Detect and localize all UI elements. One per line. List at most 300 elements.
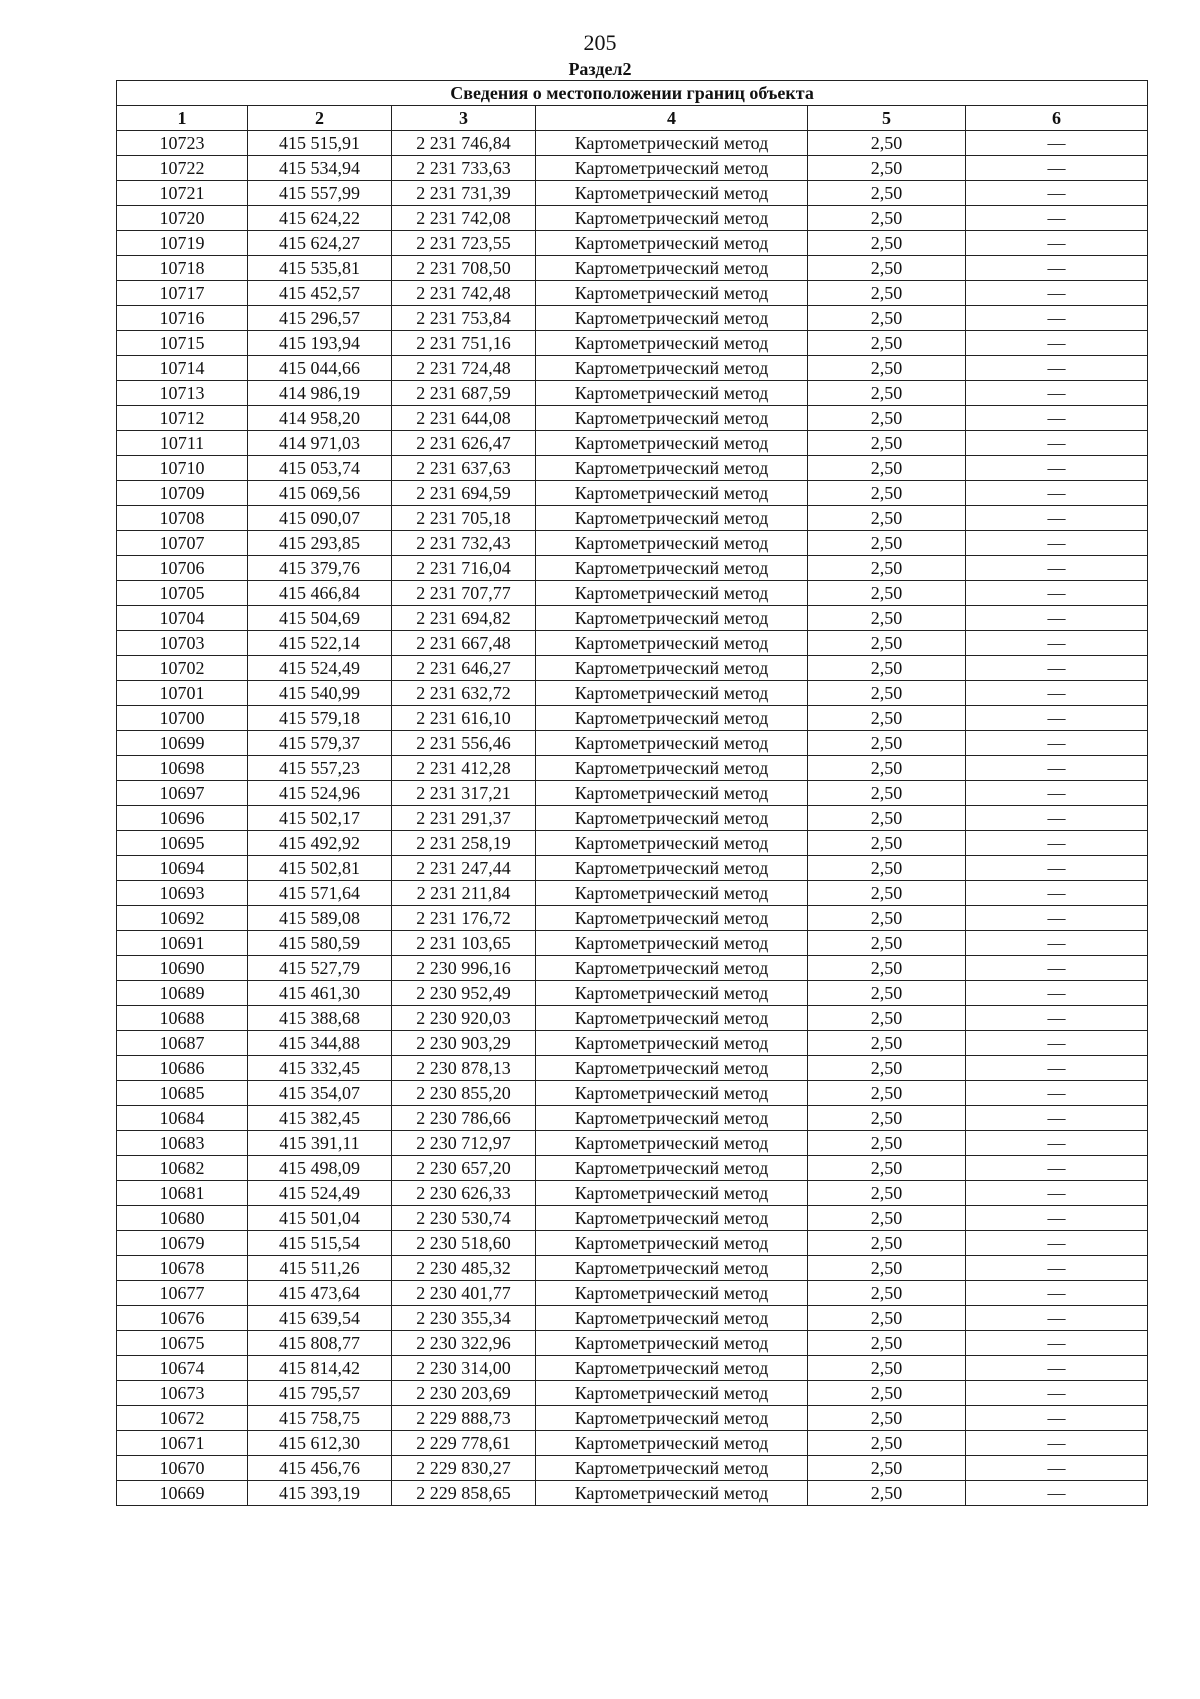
y-coordinate-cell: 2 231 291,37 [392, 806, 536, 831]
point-number-cell: 10676 [117, 1306, 248, 1331]
point-number-cell: 10701 [117, 681, 248, 706]
method-cell: Картометрический метод [536, 631, 808, 656]
note-cell: — [966, 531, 1148, 556]
accuracy-cell: 2,50 [808, 1106, 966, 1131]
method-cell: Картометрический метод [536, 681, 808, 706]
table-row [117, 1206, 1148, 1231]
y-coordinate-cell: 2 231 632,72 [392, 681, 536, 706]
point-number-cell: 10689 [117, 981, 248, 1006]
method-cell: Картометрический метод [536, 606, 808, 631]
note-cell: — [966, 1406, 1148, 1431]
point-number-cell: 10721 [117, 181, 248, 206]
y-coordinate-cell: 2 231 667,48 [392, 631, 536, 656]
method-cell: Картометрический метод [536, 206, 808, 231]
point-number-cell: 10700 [117, 706, 248, 731]
x-coordinate-cell: 415 579,18 [248, 706, 392, 731]
method-cell: Картометрический метод [536, 1156, 808, 1181]
table-row [117, 206, 1148, 231]
note-cell: — [966, 1031, 1148, 1056]
column-header-row [117, 106, 1148, 131]
method-cell: Картометрический метод [536, 581, 808, 606]
x-coordinate-cell: 415 624,27 [248, 231, 392, 256]
table-row [117, 1356, 1148, 1381]
note-cell: — [966, 156, 1148, 181]
x-coordinate-cell: 415 557,99 [248, 181, 392, 206]
table-row [117, 881, 1148, 906]
column-header: 3 [392, 106, 536, 131]
accuracy-cell: 2,50 [808, 681, 966, 706]
point-number-cell: 10696 [117, 806, 248, 831]
table-row [117, 931, 1148, 956]
method-cell: Картометрический метод [536, 481, 808, 506]
y-coordinate-cell: 2 231 644,08 [392, 406, 536, 431]
note-cell: — [966, 681, 1148, 706]
point-number-cell: 10669 [117, 1481, 248, 1506]
point-number-cell: 10671 [117, 1431, 248, 1456]
point-number-cell: 10713 [117, 381, 248, 406]
x-coordinate-cell: 415 332,45 [248, 1056, 392, 1081]
note-cell: — [966, 831, 1148, 856]
table-row [117, 306, 1148, 331]
table-row [117, 681, 1148, 706]
method-cell: Картометрический метод [536, 1331, 808, 1356]
note-cell: — [966, 1081, 1148, 1106]
accuracy-cell: 2,50 [808, 1131, 966, 1156]
y-coordinate-cell: 2 231 742,08 [392, 206, 536, 231]
table-row [117, 1281, 1148, 1306]
method-cell: Картометрический метод [536, 856, 808, 881]
method-cell: Картометрический метод [536, 281, 808, 306]
accuracy-cell: 2,50 [808, 1456, 966, 1481]
note-cell: — [966, 631, 1148, 656]
table-row [117, 581, 1148, 606]
x-coordinate-cell: 415 193,94 [248, 331, 392, 356]
method-cell: Картометрический метод [536, 456, 808, 481]
method-cell: Картометрический метод [536, 1256, 808, 1281]
point-number-cell: 10723 [117, 131, 248, 156]
method-cell: Картометрический метод [536, 556, 808, 581]
accuracy-cell: 2,50 [808, 1356, 966, 1381]
note-cell: — [966, 1156, 1148, 1181]
point-number-cell: 10695 [117, 831, 248, 856]
note-cell: — [966, 1006, 1148, 1031]
point-number-cell: 10672 [117, 1406, 248, 1431]
y-coordinate-cell: 2 230 903,29 [392, 1031, 536, 1056]
note-cell: — [966, 956, 1148, 981]
x-coordinate-cell: 415 589,08 [248, 906, 392, 931]
table-row [117, 1456, 1148, 1481]
y-coordinate-cell: 2 231 556,46 [392, 731, 536, 756]
y-coordinate-cell: 2 231 317,21 [392, 781, 536, 806]
accuracy-cell: 2,50 [808, 481, 966, 506]
point-number-cell: 10705 [117, 581, 248, 606]
y-coordinate-cell: 2 231 687,59 [392, 381, 536, 406]
method-cell: Картометрический метод [536, 1456, 808, 1481]
note-cell: — [966, 306, 1148, 331]
method-cell: Картометрический метод [536, 731, 808, 756]
note-cell: — [966, 1481, 1148, 1506]
y-coordinate-cell: 2 231 751,16 [392, 331, 536, 356]
column-header: 5 [808, 106, 966, 131]
y-coordinate-cell: 2 231 742,48 [392, 281, 536, 306]
point-number-cell: 10691 [117, 931, 248, 956]
accuracy-cell: 2,50 [808, 581, 966, 606]
method-cell: Картометрический метод [536, 181, 808, 206]
x-coordinate-cell: 415 511,26 [248, 1256, 392, 1281]
accuracy-cell: 2,50 [808, 431, 966, 456]
note-cell: — [966, 356, 1148, 381]
accuracy-cell: 2,50 [808, 856, 966, 881]
table-row [117, 556, 1148, 581]
x-coordinate-cell: 415 527,79 [248, 956, 392, 981]
accuracy-cell: 2,50 [808, 906, 966, 931]
x-coordinate-cell: 415 069,56 [248, 481, 392, 506]
x-coordinate-cell: 415 296,57 [248, 306, 392, 331]
accuracy-cell: 2,50 [808, 1031, 966, 1056]
method-cell: Картометрический метод [536, 781, 808, 806]
note-cell: — [966, 1056, 1148, 1081]
x-coordinate-cell: 415 534,94 [248, 156, 392, 181]
table-row [117, 1256, 1148, 1281]
accuracy-cell: 2,50 [808, 331, 966, 356]
y-coordinate-cell: 2 231 258,19 [392, 831, 536, 856]
x-coordinate-cell: 415 379,76 [248, 556, 392, 581]
y-coordinate-cell: 2 231 732,43 [392, 531, 536, 556]
x-coordinate-cell: 415 502,81 [248, 856, 392, 881]
accuracy-cell: 2,50 [808, 1381, 966, 1406]
point-number-cell: 10686 [117, 1056, 248, 1081]
accuracy-cell: 2,50 [808, 981, 966, 1006]
y-coordinate-cell: 2 231 247,44 [392, 856, 536, 881]
note-cell: — [966, 856, 1148, 881]
table-row [117, 356, 1148, 381]
note-cell: — [966, 331, 1148, 356]
point-number-cell: 10704 [117, 606, 248, 631]
x-coordinate-cell: 415 522,14 [248, 631, 392, 656]
x-coordinate-cell: 415 388,68 [248, 1006, 392, 1031]
accuracy-cell: 2,50 [808, 631, 966, 656]
table-row [117, 531, 1148, 556]
method-cell: Картометрический метод [536, 831, 808, 856]
y-coordinate-cell: 2 230 355,34 [392, 1306, 536, 1331]
table-row [117, 481, 1148, 506]
note-cell: — [966, 1331, 1148, 1356]
table-row [117, 381, 1148, 406]
point-number-cell: 10678 [117, 1256, 248, 1281]
accuracy-cell: 2,50 [808, 231, 966, 256]
method-cell: Картометрический метод [536, 1206, 808, 1231]
accuracy-cell: 2,50 [808, 281, 966, 306]
table-row [117, 456, 1148, 481]
x-coordinate-cell: 415 456,76 [248, 1456, 392, 1481]
x-coordinate-cell: 414 971,03 [248, 431, 392, 456]
table-row [117, 131, 1148, 156]
accuracy-cell: 2,50 [808, 1156, 966, 1181]
note-cell: — [966, 1181, 1148, 1206]
method-cell: Картометрический метод [536, 356, 808, 381]
note-cell: — [966, 1381, 1148, 1406]
note-cell: — [966, 781, 1148, 806]
method-cell: Картометрический метод [536, 1406, 808, 1431]
accuracy-cell: 2,50 [808, 956, 966, 981]
note-cell: — [966, 706, 1148, 731]
point-number-cell: 10693 [117, 881, 248, 906]
method-cell: Картометрический метод [536, 1056, 808, 1081]
note-cell: — [966, 756, 1148, 781]
y-coordinate-cell: 2 231 176,72 [392, 906, 536, 931]
accuracy-cell: 2,50 [808, 931, 966, 956]
y-coordinate-cell: 2 230 530,74 [392, 1206, 536, 1231]
x-coordinate-cell: 415 580,59 [248, 931, 392, 956]
point-number-cell: 10682 [117, 1156, 248, 1181]
y-coordinate-cell: 2 230 518,60 [392, 1231, 536, 1256]
point-number-cell: 10674 [117, 1356, 248, 1381]
note-cell: — [966, 556, 1148, 581]
method-cell: Картометрический метод [536, 231, 808, 256]
point-number-cell: 10697 [117, 781, 248, 806]
x-coordinate-cell: 415 524,49 [248, 656, 392, 681]
table-row [117, 1181, 1148, 1206]
table-title: Сведения о местоположении границ объекта [117, 81, 1148, 106]
y-coordinate-cell: 2 230 322,96 [392, 1331, 536, 1356]
note-cell: — [966, 931, 1148, 956]
table-row [117, 256, 1148, 281]
note-cell: — [966, 181, 1148, 206]
table-row [117, 1106, 1148, 1131]
note-cell: — [966, 281, 1148, 306]
table-row [117, 181, 1148, 206]
point-number-cell: 10679 [117, 1231, 248, 1256]
x-coordinate-cell: 415 344,88 [248, 1031, 392, 1056]
method-cell: Картометрический метод [536, 1181, 808, 1206]
x-coordinate-cell: 415 492,92 [248, 831, 392, 856]
method-cell: Картометрический метод [536, 431, 808, 456]
point-number-cell: 10714 [117, 356, 248, 381]
point-number-cell: 10716 [117, 306, 248, 331]
point-number-cell: 10712 [117, 406, 248, 431]
accuracy-cell: 2,50 [808, 1281, 966, 1306]
accuracy-cell: 2,50 [808, 706, 966, 731]
x-coordinate-cell: 415 524,96 [248, 781, 392, 806]
point-number-cell: 10690 [117, 956, 248, 981]
y-coordinate-cell: 2 230 952,49 [392, 981, 536, 1006]
table-row [117, 1031, 1148, 1056]
note-cell: — [966, 606, 1148, 631]
x-coordinate-cell: 415 808,77 [248, 1331, 392, 1356]
note-cell: — [966, 456, 1148, 481]
accuracy-cell: 2,50 [808, 731, 966, 756]
y-coordinate-cell: 2 230 786,66 [392, 1106, 536, 1131]
x-coordinate-cell: 415 814,42 [248, 1356, 392, 1381]
table-row [117, 1431, 1148, 1456]
table-row [117, 756, 1148, 781]
note-cell: — [966, 231, 1148, 256]
table-row [117, 1406, 1148, 1431]
point-number-cell: 10706 [117, 556, 248, 581]
column-header: 2 [248, 106, 392, 131]
table-row [117, 406, 1148, 431]
method-cell: Картометрический метод [536, 806, 808, 831]
point-number-cell: 10711 [117, 431, 248, 456]
accuracy-cell: 2,50 [808, 556, 966, 581]
note-cell: — [966, 1306, 1148, 1331]
accuracy-cell: 2,50 [808, 756, 966, 781]
table-row [117, 1056, 1148, 1081]
accuracy-cell: 2,50 [808, 1256, 966, 1281]
x-coordinate-cell: 415 524,49 [248, 1181, 392, 1206]
method-cell: Картометрический метод [536, 1031, 808, 1056]
accuracy-cell: 2,50 [808, 1006, 966, 1031]
point-number-cell: 10710 [117, 456, 248, 481]
note-cell: — [966, 381, 1148, 406]
point-number-cell: 10687 [117, 1031, 248, 1056]
table-row [117, 906, 1148, 931]
table-row [117, 231, 1148, 256]
y-coordinate-cell: 2 229 888,73 [392, 1406, 536, 1431]
table-row [117, 981, 1148, 1006]
note-cell: — [966, 1106, 1148, 1131]
table-row [117, 806, 1148, 831]
y-coordinate-cell: 2 231 733,63 [392, 156, 536, 181]
table-row [117, 706, 1148, 731]
note-cell: — [966, 206, 1148, 231]
y-coordinate-cell: 2 231 211,84 [392, 881, 536, 906]
y-coordinate-cell: 2 230 657,20 [392, 1156, 536, 1181]
point-number-cell: 10684 [117, 1106, 248, 1131]
method-cell: Картометрический метод [536, 406, 808, 431]
method-cell: Картометрический метод [536, 156, 808, 181]
note-cell: — [966, 581, 1148, 606]
method-cell: Картометрический метод [536, 1006, 808, 1031]
x-coordinate-cell: 415 466,84 [248, 581, 392, 606]
accuracy-cell: 2,50 [808, 456, 966, 481]
x-coordinate-cell: 415 624,22 [248, 206, 392, 231]
table-row [117, 831, 1148, 856]
table-title-row [117, 81, 1148, 106]
point-number-cell: 10694 [117, 856, 248, 881]
point-number-cell: 10673 [117, 1381, 248, 1406]
x-coordinate-cell: 415 090,07 [248, 506, 392, 531]
accuracy-cell: 2,50 [808, 406, 966, 431]
note-cell: — [966, 1256, 1148, 1281]
x-coordinate-cell: 415 504,69 [248, 606, 392, 631]
accuracy-cell: 2,50 [808, 1306, 966, 1331]
x-coordinate-cell: 415 639,54 [248, 1306, 392, 1331]
y-coordinate-cell: 2 231 716,04 [392, 556, 536, 581]
x-coordinate-cell: 415 391,11 [248, 1131, 392, 1156]
accuracy-cell: 2,50 [808, 381, 966, 406]
point-number-cell: 10707 [117, 531, 248, 556]
note-cell: — [966, 1281, 1148, 1306]
note-cell: — [966, 481, 1148, 506]
y-coordinate-cell: 2 231 707,77 [392, 581, 536, 606]
note-cell: — [966, 131, 1148, 156]
accuracy-cell: 2,50 [808, 1431, 966, 1456]
point-number-cell: 10699 [117, 731, 248, 756]
table-row [117, 631, 1148, 656]
y-coordinate-cell: 2 230 203,69 [392, 1381, 536, 1406]
note-cell: — [966, 981, 1148, 1006]
note-cell: — [966, 731, 1148, 756]
y-coordinate-cell: 2 231 626,47 [392, 431, 536, 456]
method-cell: Картометрический метод [536, 131, 808, 156]
y-coordinate-cell: 2 231 723,55 [392, 231, 536, 256]
y-coordinate-cell: 2 230 314,00 [392, 1356, 536, 1381]
table-row [117, 781, 1148, 806]
note-cell: — [966, 1431, 1148, 1456]
table-row [117, 431, 1148, 456]
accuracy-cell: 2,50 [808, 1231, 966, 1256]
point-number-cell: 10722 [117, 156, 248, 181]
x-coordinate-cell: 415 354,07 [248, 1081, 392, 1106]
point-number-cell: 10717 [117, 281, 248, 306]
method-cell: Картометрический метод [536, 756, 808, 781]
x-coordinate-cell: 414 958,20 [248, 406, 392, 431]
y-coordinate-cell: 2 230 712,97 [392, 1131, 536, 1156]
point-number-cell: 10720 [117, 206, 248, 231]
x-coordinate-cell: 415 498,09 [248, 1156, 392, 1181]
point-number-cell: 10670 [117, 1456, 248, 1481]
accuracy-cell: 2,50 [808, 1331, 966, 1356]
method-cell: Картометрический метод [536, 306, 808, 331]
note-cell: — [966, 431, 1148, 456]
section-title: Раздел2 [568, 59, 632, 79]
x-coordinate-cell: 415 293,85 [248, 531, 392, 556]
accuracy-cell: 2,50 [808, 606, 966, 631]
point-number-cell: 10708 [117, 506, 248, 531]
method-cell: Картометрический метод [536, 1356, 808, 1381]
x-coordinate-cell: 415 515,54 [248, 1231, 392, 1256]
x-coordinate-cell: 415 502,17 [248, 806, 392, 831]
table-row [117, 281, 1148, 306]
y-coordinate-cell: 2 231 637,63 [392, 456, 536, 481]
point-number-cell: 10692 [117, 906, 248, 931]
column-header: 4 [536, 106, 808, 131]
column-header: 1 [117, 106, 248, 131]
accuracy-cell: 2,50 [808, 1081, 966, 1106]
accuracy-cell: 2,50 [808, 506, 966, 531]
point-number-cell: 10683 [117, 1131, 248, 1156]
note-cell: — [966, 256, 1148, 281]
method-cell: Картометрический метод [536, 1231, 808, 1256]
x-coordinate-cell: 415 515,91 [248, 131, 392, 156]
y-coordinate-cell: 2 231 694,59 [392, 481, 536, 506]
x-coordinate-cell: 415 501,04 [248, 1206, 392, 1231]
method-cell: Картометрический метод [536, 656, 808, 681]
point-number-cell: 10680 [117, 1206, 248, 1231]
y-coordinate-cell: 2 231 616,10 [392, 706, 536, 731]
accuracy-cell: 2,50 [808, 781, 966, 806]
y-coordinate-cell: 2 230 878,13 [392, 1056, 536, 1081]
accuracy-cell: 2,50 [808, 831, 966, 856]
table-row [117, 1006, 1148, 1031]
table-row [117, 1231, 1148, 1256]
x-coordinate-cell: 415 571,64 [248, 881, 392, 906]
point-number-cell: 10702 [117, 656, 248, 681]
x-coordinate-cell: 415 452,57 [248, 281, 392, 306]
method-cell: Картометрический метод [536, 906, 808, 931]
accuracy-cell: 2,50 [808, 881, 966, 906]
y-coordinate-cell: 2 231 746,84 [392, 131, 536, 156]
point-number-cell: 10718 [117, 256, 248, 281]
table-row [117, 1156, 1148, 1181]
x-coordinate-cell: 415 535,81 [248, 256, 392, 281]
method-cell: Картометрический метод [536, 531, 808, 556]
method-cell: Картометрический метод [536, 1306, 808, 1331]
method-cell: Картометрический метод [536, 956, 808, 981]
table-row [117, 856, 1148, 881]
method-cell: Картометрический метод [536, 1381, 808, 1406]
